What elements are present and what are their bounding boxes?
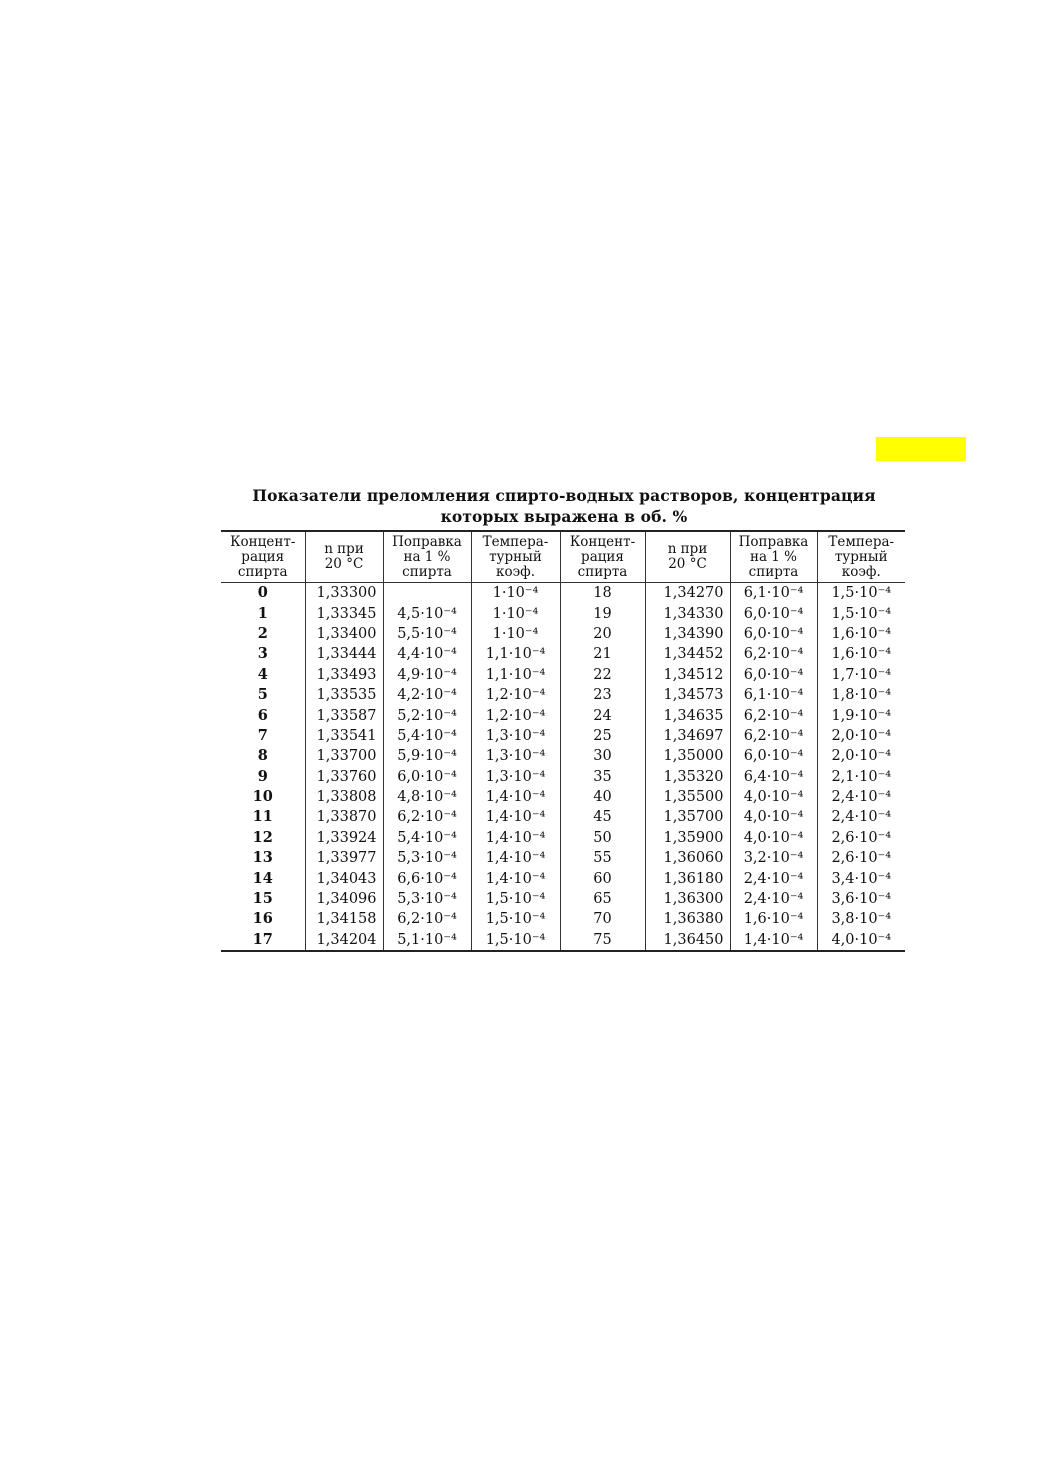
- cell-index-right: 1,35500: [645, 787, 730, 807]
- cell-temp-coef-right: 1,5·10⁻⁴: [817, 583, 905, 604]
- cell-concentration-left: 2: [257, 624, 268, 642]
- cell-index-left: 1,34204: [305, 930, 383, 951]
- cell-temp-coef-right: 2,6·10⁻⁴: [817, 828, 905, 848]
- table-body: [221, 583, 905, 952]
- cell-correction-left: 5,1·10⁻⁴: [383, 930, 471, 951]
- cell-correction-right: 6,4·10⁻⁴: [730, 767, 817, 787]
- header-correction-left: Поправка на 1 % спирта: [383, 531, 471, 583]
- cell-concentration-left: 8: [257, 747, 268, 765]
- cell-temp-coef-right: 2,0·10⁻⁴: [817, 746, 905, 766]
- cell-index-right: 1,35320: [645, 767, 730, 787]
- cell-index-left: 1,33977: [305, 848, 383, 868]
- cell-correction-right: 4,0·10⁻⁴: [730, 787, 817, 807]
- cell-correction-right: 2,4·10⁻⁴: [730, 868, 817, 888]
- cell-correction-left: 6,2·10⁻⁴: [383, 909, 471, 929]
- cell-temp-coef-left: 1·10⁻⁴: [471, 583, 560, 604]
- cell-correction-left: 5,9·10⁻⁴: [383, 746, 471, 766]
- cell-temp-coef-left: 1,1·10⁻⁴: [471, 644, 560, 664]
- cell-correction-left: 6,0·10⁻⁴: [383, 767, 471, 787]
- table-row: [221, 767, 905, 787]
- cell-correction-right: 6,0·10⁻⁴: [730, 746, 817, 766]
- cell-index-right: 1,34697: [645, 726, 730, 746]
- table-header: [221, 531, 905, 583]
- cell-concentration-left: 10: [252, 788, 273, 806]
- cell-concentration-left: 15: [252, 890, 273, 908]
- cell-correction-left: 5,3·10⁻⁴: [383, 848, 471, 868]
- cell-concentration-left: 17: [221, 930, 305, 951]
- cell-temp-coef-left: 1,1·10⁻⁴: [471, 665, 560, 685]
- cell-correction-left: [383, 583, 471, 604]
- cell-temp-coef-right: 2,0·10⁻⁴: [817, 726, 905, 746]
- cell-index-left: 1,33400: [305, 624, 383, 644]
- cell-temp-coef-left: 1·10⁻⁴: [471, 603, 560, 623]
- table-row: [221, 889, 905, 909]
- cell-concentration-left: 9: [257, 767, 268, 785]
- cell-correction-left: 5,2·10⁻⁴: [383, 705, 471, 725]
- header-correction-right: Поправка на 1 % спирта: [730, 531, 817, 583]
- cell-correction-right: 2,4·10⁻⁴: [730, 889, 817, 909]
- cell-concentration-left: 12: [252, 828, 273, 846]
- cell-index-right: 1,34512: [645, 665, 730, 685]
- cell-concentration-left: 16: [252, 910, 273, 928]
- cell-index-left: 1,33808: [305, 787, 383, 807]
- cell-temp-coef-right: 1,6·10⁻⁴: [817, 644, 905, 664]
- cell-correction-left: 6,6·10⁻⁴: [383, 868, 471, 888]
- cell-correction-left: 5,4·10⁻⁴: [383, 828, 471, 848]
- table-row: [221, 603, 905, 623]
- highlight-marker: [876, 437, 966, 461]
- table-row: [221, 807, 905, 827]
- table-title: [222, 485, 906, 527]
- table-row: [221, 787, 905, 807]
- cell-index-right: 1,36450: [645, 930, 730, 951]
- cell-index-right: 1,34270: [645, 583, 730, 604]
- header-row: [221, 531, 905, 583]
- cell-index-left: 1,34158: [305, 909, 383, 929]
- cell-index-right: 1,36180: [645, 868, 730, 888]
- header-temp-coef-right: Темпера- турный коэф.: [817, 531, 905, 583]
- table-row: [221, 624, 905, 644]
- header-index-left: n при 20 °C: [305, 531, 383, 583]
- cell-concentration-right: 65: [560, 889, 645, 909]
- cell-correction-right: 6,2·10⁻⁴: [730, 726, 817, 746]
- cell-correction-right: 1,6·10⁻⁴: [730, 909, 817, 929]
- cell-index-right: 1,34390: [645, 624, 730, 644]
- cell-index-right: 1,35900: [645, 828, 730, 848]
- cell-correction-left: 4,5·10⁻⁴: [383, 603, 471, 623]
- cell-index-left: 1,33300: [305, 583, 383, 604]
- cell-concentration-right: 60: [560, 868, 645, 888]
- cell-concentration-right: 18: [560, 583, 645, 604]
- cell-concentration-left: 14: [252, 869, 273, 887]
- cell-concentration-right: 23: [560, 685, 645, 705]
- cell-correction-left: 4,2·10⁻⁴: [383, 685, 471, 705]
- cell-correction-right: 6,1·10⁻⁴: [730, 685, 817, 705]
- cell-concentration-right: 55: [560, 848, 645, 868]
- cell-temp-coef-right: 3,4·10⁻⁴: [817, 868, 905, 888]
- cell-index-left: 1,33535: [305, 685, 383, 705]
- cell-index-left: 1,34043: [305, 868, 383, 888]
- cell-correction-right: 6,2·10⁻⁴: [730, 644, 817, 664]
- header-temp-coef-left: Темпера- турный коэф.: [471, 531, 560, 583]
- cell-temp-coef-left: 1,3·10⁻⁴: [471, 767, 560, 787]
- cell-concentration-left: 5: [257, 686, 268, 704]
- cell-temp-coef-right: 2,4·10⁻⁴: [817, 787, 905, 807]
- cell-concentration-left: 13: [252, 849, 273, 867]
- header-concentration-left: Концент- рация спирта: [221, 531, 305, 583]
- cell-index-right: 1,34330: [645, 603, 730, 623]
- table-row: [221, 685, 905, 705]
- cell-temp-coef-right: 2,1·10⁻⁴: [817, 767, 905, 787]
- cell-correction-left: 4,8·10⁻⁴: [383, 787, 471, 807]
- cell-concentration-left: 11: [252, 808, 273, 826]
- cell-concentration-right: 25: [560, 726, 645, 746]
- cell-correction-right: 6,0·10⁻⁴: [730, 665, 817, 685]
- cell-temp-coef-left: 1·10⁻⁴: [471, 624, 560, 644]
- cell-concentration-right: 75: [560, 930, 645, 951]
- cell-concentration-left: 7: [257, 726, 268, 744]
- cell-index-right: 1,35700: [645, 807, 730, 827]
- cell-temp-coef-right: 3,8·10⁻⁴: [817, 909, 905, 929]
- cell-index-right: 1,34452: [645, 644, 730, 664]
- cell-index-left: 1,33924: [305, 828, 383, 848]
- table-row: [221, 848, 905, 868]
- cell-concentration-left: 4: [257, 665, 268, 683]
- cell-concentration-right: 20: [560, 624, 645, 644]
- cell-temp-coef-left: 1,3·10⁻⁴: [471, 726, 560, 746]
- cell-correction-left: 4,4·10⁻⁴: [383, 644, 471, 664]
- cell-correction-right: 1,4·10⁻⁴: [730, 930, 817, 951]
- cell-temp-coef-right: 4,0·10⁻⁴: [817, 930, 905, 951]
- cell-index-left: 1,33493: [305, 665, 383, 685]
- cell-correction-left: 5,5·10⁻⁴: [383, 624, 471, 644]
- cell-concentration-right: 21: [560, 644, 645, 664]
- cell-correction-right: 6,1·10⁻⁴: [730, 583, 817, 604]
- cell-temp-coef-left: 1,5·10⁻⁴: [471, 909, 560, 929]
- cell-correction-left: 5,4·10⁻⁴: [383, 726, 471, 746]
- cell-concentration-right: 19: [560, 603, 645, 623]
- cell-concentration-right: 50: [560, 828, 645, 848]
- cell-temp-coef-left: 1,5·10⁻⁴: [471, 930, 560, 951]
- cell-index-left: 1,33444: [305, 644, 383, 664]
- cell-temp-coef-right: 1,9·10⁻⁴: [817, 705, 905, 725]
- cell-temp-coef-left: 1,5·10⁻⁴: [471, 889, 560, 909]
- cell-temp-coef-right: 2,4·10⁻⁴: [817, 807, 905, 827]
- cell-index-right: 1,36060: [645, 848, 730, 868]
- header-index-right: n при 20 °C: [645, 531, 730, 583]
- cell-index-right: 1,36380: [645, 909, 730, 929]
- cell-temp-coef-left: 1,4·10⁻⁴: [471, 828, 560, 848]
- cell-index-left: 1,33870: [305, 807, 383, 827]
- table-row: [221, 909, 905, 929]
- cell-index-left: 1,33345: [305, 603, 383, 623]
- table-row: [221, 726, 905, 746]
- table-row: [221, 828, 905, 848]
- cell-index-right: 1,36300: [645, 889, 730, 909]
- header-concentration-right: Концент- рация спирта: [560, 531, 645, 583]
- cell-index-left: 1,33587: [305, 705, 383, 725]
- cell-correction-right: 4,0·10⁻⁴: [730, 807, 817, 827]
- cell-temp-coef-left: 1,4·10⁻⁴: [471, 848, 560, 868]
- cell-concentration-right: 35: [560, 767, 645, 787]
- cell-temp-coef-right: 1,8·10⁻⁴: [817, 685, 905, 705]
- cell-index-left: 1,34096: [305, 889, 383, 909]
- cell-concentration-left: 3: [257, 645, 268, 663]
- cell-concentration-left: 6: [257, 706, 268, 724]
- cell-concentration-right: 30: [560, 746, 645, 766]
- cell-temp-coef-right: 3,6·10⁻⁴: [817, 889, 905, 909]
- cell-concentration-right: 22: [560, 665, 645, 685]
- cell-temp-coef-right: 1,7·10⁻⁴: [817, 665, 905, 685]
- cell-concentration-left: 1: [257, 604, 268, 622]
- cell-temp-coef-left: 1,2·10⁻⁴: [471, 705, 560, 725]
- cell-temp-coef-left: 1,4·10⁻⁴: [471, 868, 560, 888]
- cell-concentration-right: 70: [560, 909, 645, 929]
- cell-concentration-right: 24: [560, 705, 645, 725]
- table-row: [221, 583, 905, 604]
- table-row: [221, 705, 905, 725]
- table-row: [221, 930, 905, 951]
- cell-correction-right: 6,2·10⁻⁴: [730, 705, 817, 725]
- cell-index-left: 1,33760: [305, 767, 383, 787]
- table-row: [221, 868, 905, 888]
- cell-concentration-right: 40: [560, 787, 645, 807]
- cell-temp-coef-right: 2,6·10⁻⁴: [817, 848, 905, 868]
- cell-temp-coef-left: 1,3·10⁻⁴: [471, 746, 560, 766]
- cell-correction-right: 6,0·10⁻⁴: [730, 603, 817, 623]
- table-row: [221, 665, 905, 685]
- cell-concentration-left: 0: [257, 584, 268, 602]
- cell-temp-coef-right: 1,5·10⁻⁴: [817, 603, 905, 623]
- cell-temp-coef-left: 1,2·10⁻⁴: [471, 685, 560, 705]
- cell-correction-left: 5,3·10⁻⁴: [383, 889, 471, 909]
- cell-correction-right: 3,2·10⁻⁴: [730, 848, 817, 868]
- table-row: [221, 644, 905, 664]
- cell-concentration-right: 45: [560, 807, 645, 827]
- cell-correction-right: 6,0·10⁻⁴: [730, 624, 817, 644]
- cell-correction-right: 4,0·10⁻⁴: [730, 828, 817, 848]
- cell-index-right: 1,35000: [645, 746, 730, 766]
- cell-index-right: 1,34573: [645, 685, 730, 705]
- cell-index-left: 1,33541: [305, 726, 383, 746]
- cell-index-right: 1,34635: [645, 705, 730, 725]
- cell-correction-left: 6,2·10⁻⁴: [383, 807, 471, 827]
- cell-index-left: 1,33700: [305, 746, 383, 766]
- cell-temp-coef-left: 1,4·10⁻⁴: [471, 787, 560, 807]
- refractive-index-table: [221, 530, 905, 952]
- cell-correction-left: 4,9·10⁻⁴: [383, 665, 471, 685]
- table-title-line-2: которых выражена в об. %: [440, 507, 688, 526]
- cell-temp-coef-left: 1,4·10⁻⁴: [471, 807, 560, 827]
- cell-temp-coef-right: 1,6·10⁻⁴: [817, 624, 905, 644]
- table-title-line-1: Показатели преломления спирто-водных растворов, концентрация: [252, 486, 876, 505]
- table-row: [221, 746, 905, 766]
